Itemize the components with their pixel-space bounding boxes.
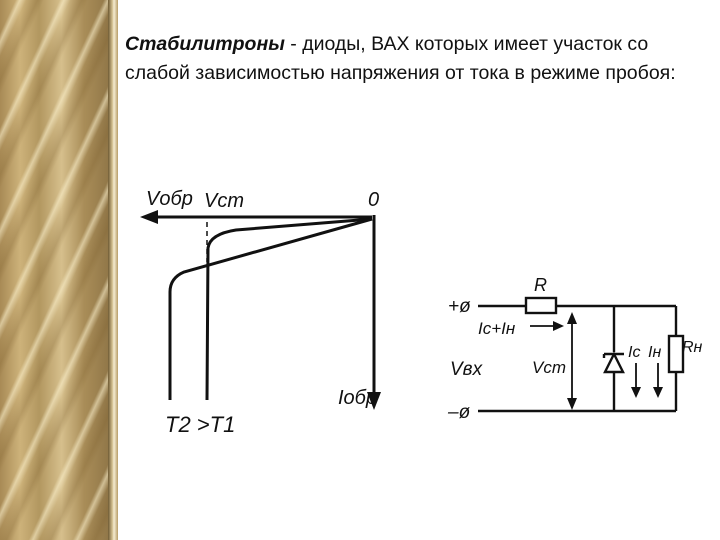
r-label: R	[534, 275, 547, 295]
resistor-r	[526, 298, 556, 313]
minus-terminal-label: –ø	[448, 402, 471, 423]
in-label: Iн	[648, 344, 662, 361]
vst-circuit-label: Vст	[532, 358, 566, 377]
current-arrowhead	[553, 321, 564, 331]
i-axis-label: Iобр	[338, 387, 378, 409]
title-term: Стабилитроны	[125, 33, 285, 55]
ic-label: Iс	[628, 344, 641, 361]
plus-terminal-label: +ø	[448, 296, 471, 317]
vin-label: Vвх	[450, 359, 483, 380]
zener-diode-body	[605, 354, 623, 372]
in-arrowhead	[653, 387, 663, 398]
title-description: - диоды, ВАХ которых имеет участок со слабой зависимостью напряжения от тока в режиме пробоя:	[125, 33, 676, 84]
curve-t1	[207, 219, 372, 400]
vst-arrowhead-up	[567, 312, 577, 324]
load-resistor-rn	[669, 336, 683, 372]
ic-arrowhead	[631, 387, 641, 398]
origin-label: 0	[368, 189, 380, 211]
v-axis-arrow	[140, 210, 158, 224]
current-label: Iс+Iн	[478, 319, 516, 338]
curve-t2	[170, 219, 372, 400]
circuit-arrowheads	[553, 312, 663, 410]
v-axis-label: Vобр	[146, 188, 193, 210]
vst-graph-label: Vст	[204, 190, 244, 212]
iv-characteristic-graph	[140, 210, 381, 410]
temperature-label: T2 >T1	[165, 412, 236, 437]
vst-arrowhead-down	[567, 398, 577, 410]
rn-label: Rн	[682, 339, 703, 356]
